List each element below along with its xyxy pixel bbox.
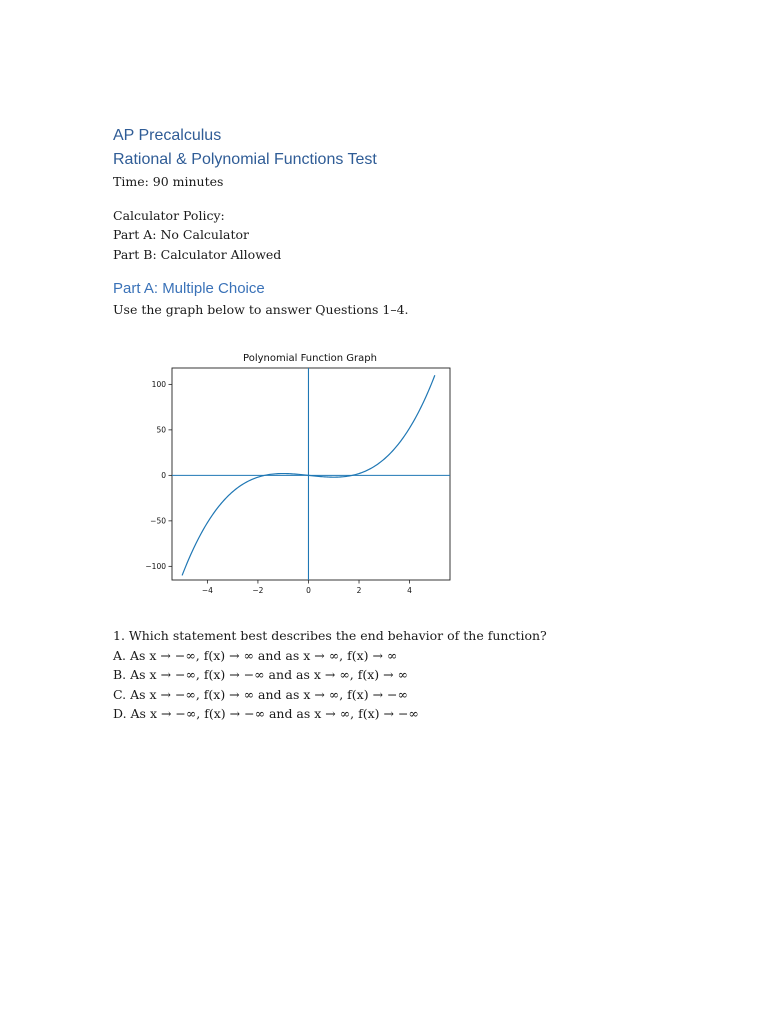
x-tick-label: 0 [306,586,311,595]
calculator-policy-title: Calculator Policy: [113,207,225,223]
test-title: Rational & Polynomial Functions Test [113,151,377,168]
y-tick-label: 50 [156,425,166,435]
document-page [113,124,673,320]
y-tick-label: 100 [151,379,166,389]
x-tick-label: −4 [201,586,213,595]
x-tick-label: −2 [252,586,264,595]
choice-c: C. As x → −∞, f(x) → ∞ and as x → ∞, f(x) → −∞ [113,686,408,702]
time-limit: Time: 90 minutes [113,174,224,189]
y-tick-label: −50 [150,516,166,526]
x-tick-label: 2 [356,586,362,595]
y-ticks [145,380,172,571]
y-tick-label: 0 [161,470,166,480]
question-1 [113,626,673,724]
part-a-heading: Part A: Multiple Choice [113,280,265,297]
question-1-prompt: 1. Which statement best describes the end behavior of the function? [113,628,547,643]
part-a-instructions: Use the graph below to answer Questions 1–4. [113,302,409,317]
y-tick-label: −100 [145,561,166,571]
plot-frame [172,368,450,580]
course-title: AP Precalculus [113,127,222,144]
choice-d: D. As x → −∞, f(x) → −∞ and as x → ∞, f(x) → −∞ [113,706,419,721]
chart-title: Polynomial Function Graph [243,353,377,364]
polynomial-chart [137,345,462,610]
choice-a: A. As x → −∞, f(x) → ∞ and as x → ∞, f(x) → ∞ [113,647,398,663]
x-tick-label: 4 [407,586,412,595]
chart-svg [137,345,462,610]
x-ticks [202,580,412,595]
choice-b: B. As x → −∞, f(x) → −∞ and as x → ∞, f(x) → ∞ [113,667,408,682]
calculator-policy-part-b: Part B: Calculator Allowed [113,246,282,262]
calculator-policy-part-a: Part A: No Calculator [113,227,249,242]
